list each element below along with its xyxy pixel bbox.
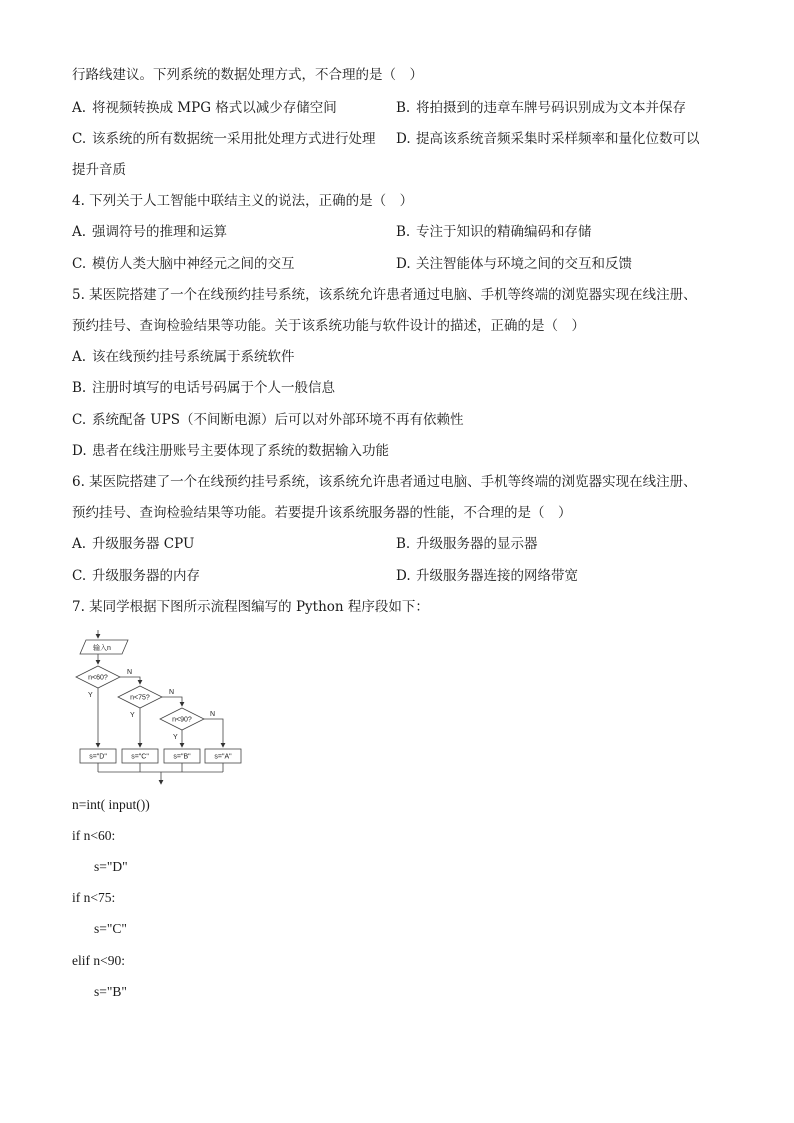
option-text: 升级服务器的显示器 [416,536,538,552]
q5-stem-line1: 5. 某医院搭建了一个在线预约挂号系统，该系统允许患者通过电脑、手机等终端的浏览器实现在线注册、 [72,287,697,303]
code-line: s="B" [94,984,127,999]
flow-arrow [204,719,223,747]
option-text: 将视频转换成 MPG 格式以减少存储空间 [92,100,337,116]
option-text: 该在线预约挂号系统属于系统软件 [92,349,295,365]
code-line: s="D" [94,859,128,874]
q3-option-d-continued: 提升音质 [72,162,126,178]
option-letter: D. [396,256,411,272]
flow-arrow [120,677,140,684]
q4-option-a [72,223,227,241]
q6-option-d [396,567,578,585]
yes-label: Y [88,692,93,699]
q4-option-b [396,223,592,241]
no-label: N [210,711,216,718]
no-label: N [169,689,175,696]
option-text: 模仿人类大脑中神经元之间的交互 [92,256,295,272]
option-letter: A. [72,100,87,116]
flow-arrow [162,697,182,706]
q5-option-a [72,348,295,366]
input-label: 输入n [93,645,111,652]
option-text: 系统配备 UPS（不间断电源）后可以对外部环境不再有依赖性 [92,412,464,428]
q5-option-b [72,379,335,397]
option-text: 注册时填写的电话号码属于个人一般信息 [92,380,335,396]
q5-option-d [72,442,389,460]
condition-1: n<60? [88,674,108,682]
option-text: 升级服务器的内存 [92,568,200,584]
no-label: N [127,669,133,676]
option-text: 升级服务器连接的网络带宽 [416,568,578,584]
yes-label: Y [173,734,178,741]
q4-option-c [72,255,295,273]
option-letter: A. [72,224,87,240]
q6-stem-line2: 预约挂号、查询检验结果等功能。若要提升该系统服务器的性能，不合理的是（ ） [72,505,572,521]
yes-label: Y [130,712,135,719]
option-letter: B. [396,100,411,116]
q7-stem: 7. 某同学根据下图所示流程图编写的 Python 程序段如下： [72,599,429,615]
q4-option-d [396,255,632,273]
option-letter: B. [72,380,87,396]
assign-b: s="B" [173,753,191,761]
option-text: 强调符号的推理和运算 [92,224,227,240]
assign-d: s="D" [89,753,107,761]
option-text: 将拍摄到的违章车牌号码识别成为文本并保存 [416,100,686,116]
option-text: 升级服务器 CPU [92,536,195,552]
q3-option-c [72,130,376,148]
condition-2: n<75? [130,694,150,702]
option-letter: B. [396,536,411,552]
option-letter: C. [72,256,87,272]
option-letter: C. [72,131,87,147]
code-line: if n<60: [72,828,116,843]
option-text: 患者在线注册账号主要体现了系统的数据输入功能 [92,443,389,459]
q5-option-c [72,411,464,429]
flowchart [72,628,247,788]
option-text: 专注于知识的精确编码和存储 [416,224,592,240]
assign-a: s="A" [214,753,232,761]
option-text: 关注智能体与环境之间的交互和反馈 [416,256,632,272]
q6-option-b [396,535,538,553]
option-letter: C. [72,412,87,428]
option-letter: D. [72,443,87,459]
option-text: 提高该系统音频采集时采样频率和量化位数可以 [416,131,700,147]
code-line: n=int( input()) [72,797,150,812]
q6-option-a [72,535,194,553]
option-letter: B. [396,224,411,240]
code-line: s="C" [94,921,127,936]
option-text: 该系统的所有数据统一采用批处理方式进行处理 [92,131,376,147]
condition-3: n<90? [172,716,192,724]
q6-stem-line1: 6. 某医院搭建了一个在线预约挂号系统，该系统允许患者通过电脑、手机等终端的浏览器实现在线注册、 [72,474,697,490]
q6-option-c [72,567,200,585]
q3-option-b [396,99,686,117]
option-letter: C. [72,568,87,584]
code-line: if n<75: [72,890,116,905]
code-line: elif n<90: [72,953,125,968]
option-letter: A. [72,349,87,365]
q3-option-a [72,99,337,117]
option-letter: D. [396,568,411,584]
q3-stem-tail: 行路线建议。下列系统的数据处理方式，不合理的是（ ） [72,67,423,83]
option-letter: D. [396,131,411,147]
q3-option-d [396,130,700,148]
q4-stem: 4. 下列关于人工智能中联结主义的说法，正确的是（ ） [72,193,414,209]
assign-c: s="C" [131,753,149,761]
q5-stem-line2: 预约挂号、查询检验结果等功能。关于该系统功能与软件设计的描述，正确的是（ ） [72,318,585,334]
option-letter: A. [72,536,87,552]
